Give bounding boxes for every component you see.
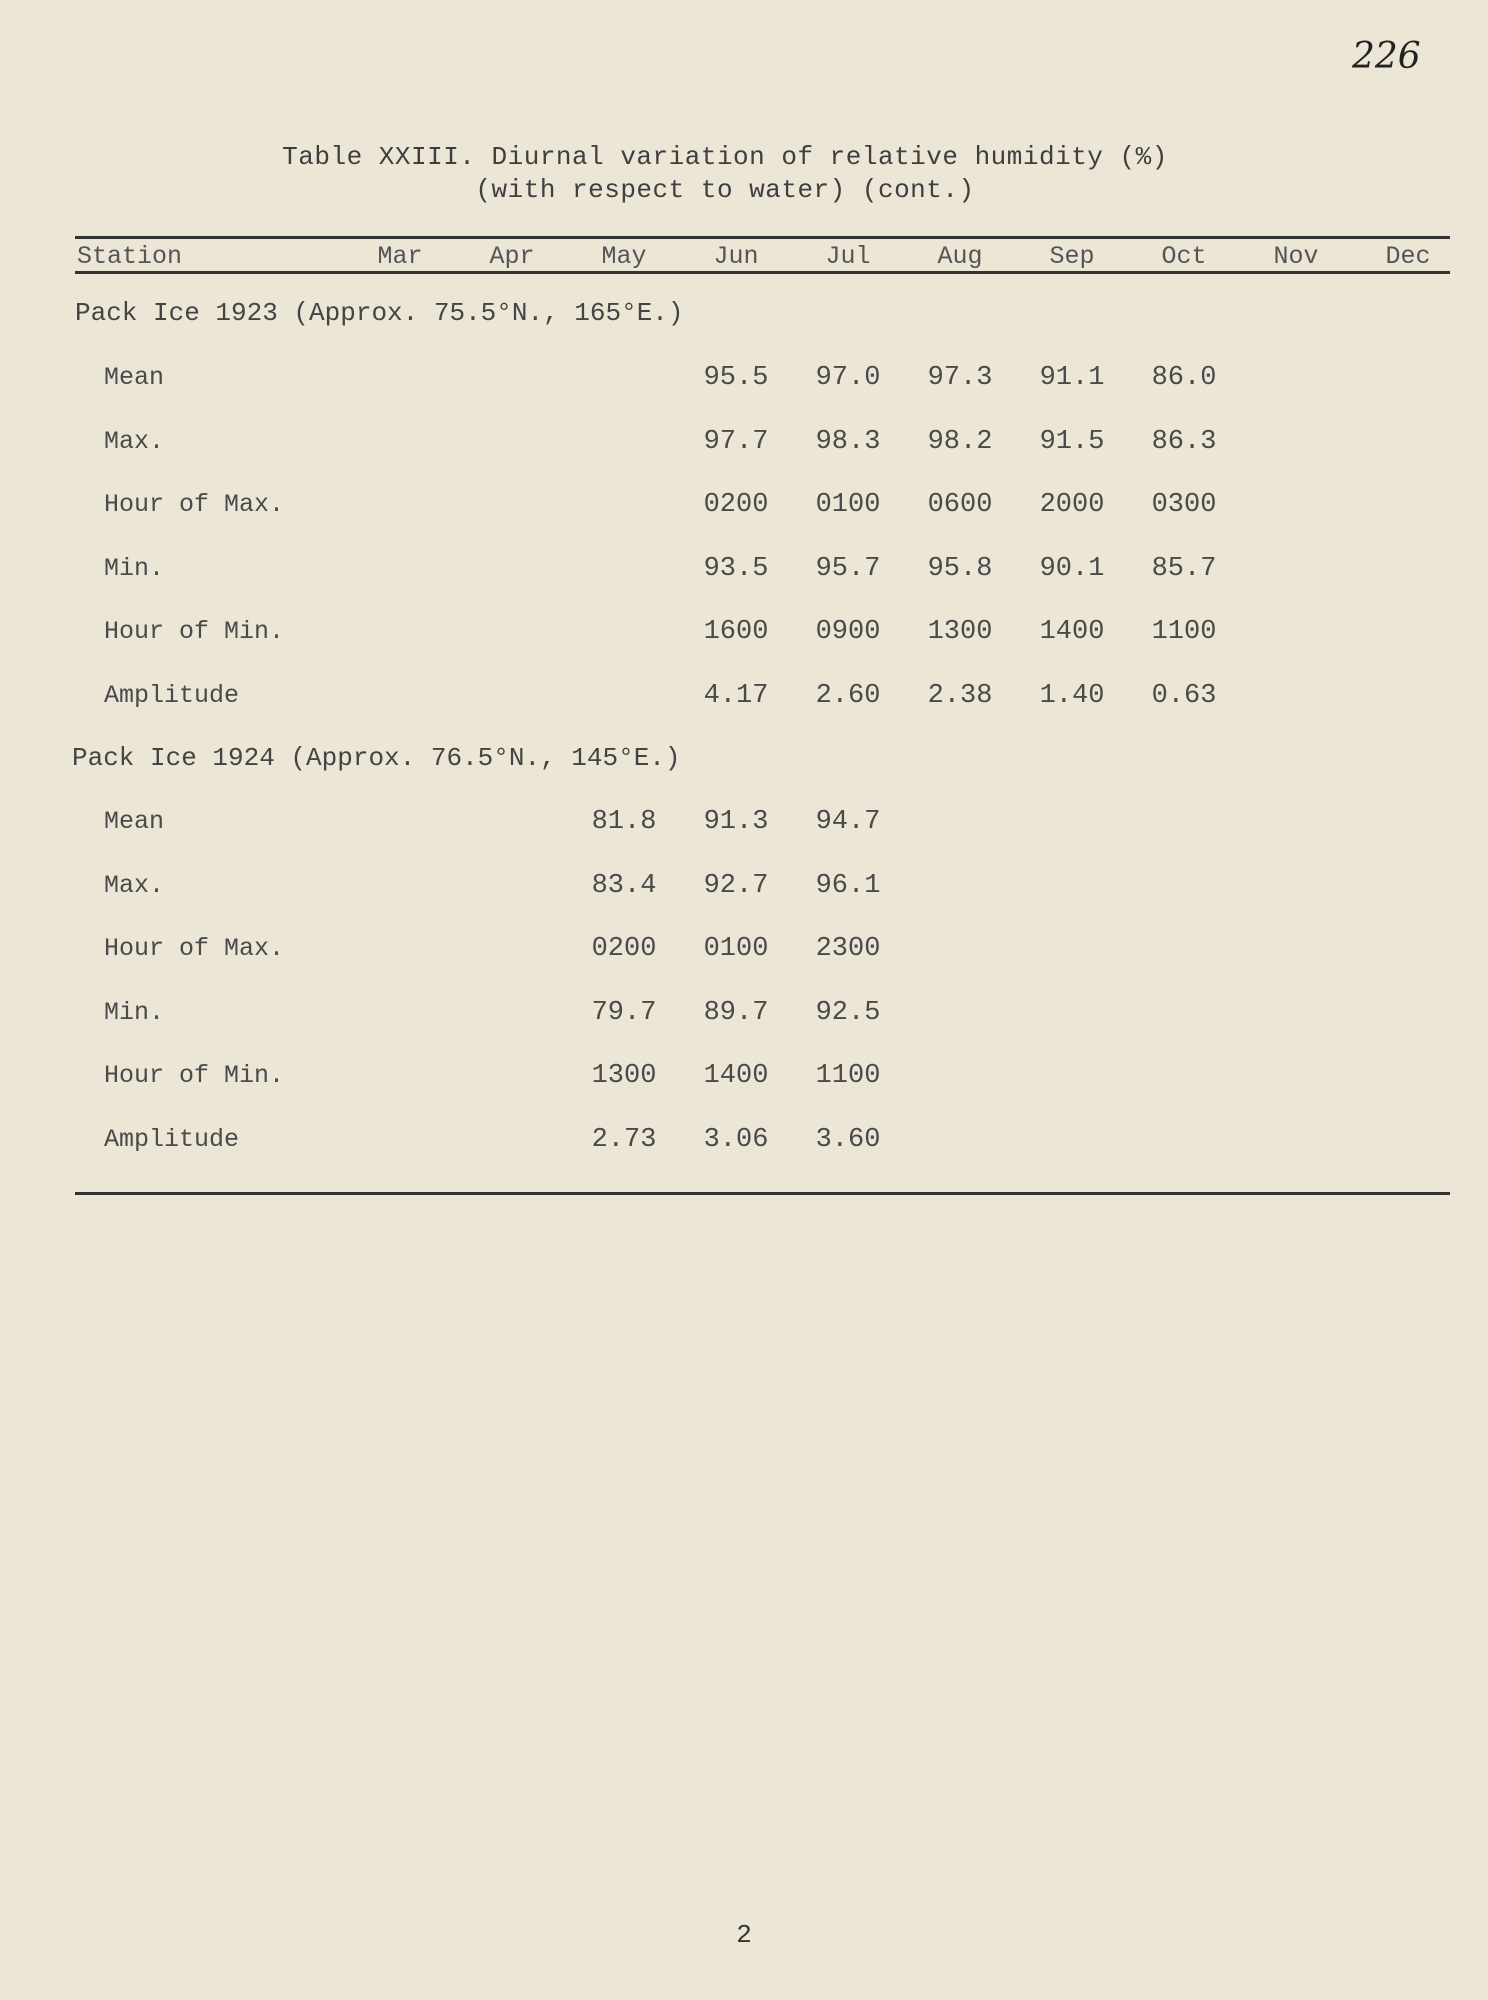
column-header-jul: Jul <box>825 242 871 271</box>
column-header-mar: Mar <box>377 242 423 271</box>
table-row <box>0 363 1488 403</box>
table-cell-jun: 92.7 <box>703 870 769 901</box>
table-cell-jul: 97.0 <box>815 363 881 393</box>
table-cell-aug: 0600 <box>927 490 993 520</box>
row-label: Amplitude <box>104 1124 240 1154</box>
table-cell-may: 2.73 <box>591 1124 657 1155</box>
table-cell-sep: 2000 <box>1039 490 1105 520</box>
table-cell-may: 83.4 <box>591 870 657 901</box>
table-cell-jul: 0100 <box>815 490 881 520</box>
table-row <box>0 554 1488 594</box>
table-row <box>0 1061 1488 1101</box>
table-row <box>0 427 1488 467</box>
table-cell-oct: 85.7 <box>1151 553 1217 584</box>
column-header-apr: Apr <box>489 242 535 271</box>
row-label: Mean <box>104 363 165 392</box>
row-label: Hour of Max. <box>104 934 285 963</box>
table-cell-jun: 4.17 <box>703 680 769 711</box>
column-header-station: Station <box>77 242 183 271</box>
row-label: Max. <box>104 870 165 900</box>
table-cell-jun: 0100 <box>703 934 769 964</box>
section-title: Pack Ice 1923 (Approx. 75.5°N., 165°E.) <box>75 298 684 328</box>
table-cell-oct: 0300 <box>1151 490 1217 520</box>
table-cell-sep: 90.1 <box>1039 553 1105 584</box>
row-label: Min. <box>104 553 165 583</box>
table-cell-jul: 0900 <box>815 617 881 647</box>
table-cell-jul: 2.60 <box>815 680 881 711</box>
row-label: Amplitude <box>104 680 240 710</box>
table-cell-sep: 1400 <box>1039 617 1105 647</box>
table-cell-may: 79.7 <box>591 997 657 1028</box>
table-cell-aug: 95.8 <box>927 553 993 584</box>
table-row <box>0 681 1488 721</box>
table-cell-may: 1300 <box>591 1061 657 1091</box>
table-row <box>0 617 1488 657</box>
table-cell-jun: 1600 <box>703 617 769 647</box>
column-header-may: May <box>601 242 647 271</box>
table-cell-jun: 93.5 <box>703 553 769 584</box>
table-row <box>0 998 1488 1038</box>
table-cell-jul: 98.3 <box>815 426 881 457</box>
table-cell-jun: 97.7 <box>703 426 769 457</box>
header-top-rule <box>75 236 1450 239</box>
table-cell-jul: 94.7 <box>815 807 881 837</box>
table-cell-aug: 2.38 <box>927 680 993 711</box>
header-bottom-rule <box>75 271 1450 274</box>
table-cell-oct: 0.63 <box>1151 680 1217 711</box>
table-cell-jul: 96.1 <box>815 870 881 901</box>
table-cell-oct: 86.0 <box>1151 363 1217 393</box>
table-cell-aug: 1300 <box>927 617 993 647</box>
row-label: Min. <box>104 997 165 1027</box>
table-cell-jul: 3.60 <box>815 1124 881 1155</box>
table-cell-jun: 95.5 <box>703 363 769 393</box>
column-header-dec: Dec <box>1385 242 1431 271</box>
table-cell-may: 81.8 <box>591 807 657 837</box>
table-cell-jun: 91.3 <box>703 807 769 837</box>
column-header-nov: Nov <box>1273 242 1319 271</box>
table-row <box>0 807 1488 847</box>
table-cell-oct: 1100 <box>1151 617 1217 647</box>
column-header-oct: Oct <box>1161 242 1207 271</box>
table-cell-jul: 1100 <box>815 1061 881 1091</box>
table-cell-jul: 95.7 <box>815 553 881 584</box>
table-cell-jul: 92.5 <box>815 997 881 1028</box>
row-label: Max. <box>104 426 165 456</box>
row-label: Hour of Max. <box>104 490 285 519</box>
row-label: Mean <box>104 807 165 836</box>
table-cell-sep: 91.1 <box>1039 363 1105 393</box>
table-row <box>0 934 1488 974</box>
row-label: Hour of Min. <box>104 1061 285 1090</box>
table-subtitle: (with respect to water) (cont.) <box>475 175 975 205</box>
table-cell-jun: 89.7 <box>703 997 769 1028</box>
table-cell-may: 0200 <box>591 934 657 964</box>
table-cell-jun: 0200 <box>703 490 769 520</box>
table-row <box>0 490 1488 530</box>
table-title: Table XXIII. Diurnal variation of relative humidity (%) <box>282 142 1168 172</box>
table-cell-jun: 3.06 <box>703 1124 769 1155</box>
section-title: Pack Ice 1924 (Approx. 76.5°N., 145°E.) <box>72 743 681 773</box>
table-cell-aug: 98.2 <box>927 426 993 457</box>
column-header-jun: Jun <box>713 242 759 271</box>
table-cell-sep: 91.5 <box>1039 426 1105 457</box>
handwritten-page-number: 226 <box>1352 36 1421 77</box>
table-cell-oct: 86.3 <box>1151 426 1217 457</box>
table-cell-jun: 1400 <box>703 1061 769 1091</box>
column-header-aug: Aug <box>937 242 983 271</box>
footer-page-number: 2 <box>736 1920 752 1950</box>
table-row <box>0 1125 1488 1165</box>
table-cell-sep: 1.40 <box>1039 680 1105 711</box>
table-cell-aug: 97.3 <box>927 363 993 393</box>
row-label: Hour of Min. <box>104 617 285 646</box>
table-cell-jul: 2300 <box>815 934 881 964</box>
table-row <box>0 871 1488 911</box>
table-bottom-rule <box>75 1192 1450 1195</box>
column-header-sep: Sep <box>1049 242 1095 271</box>
